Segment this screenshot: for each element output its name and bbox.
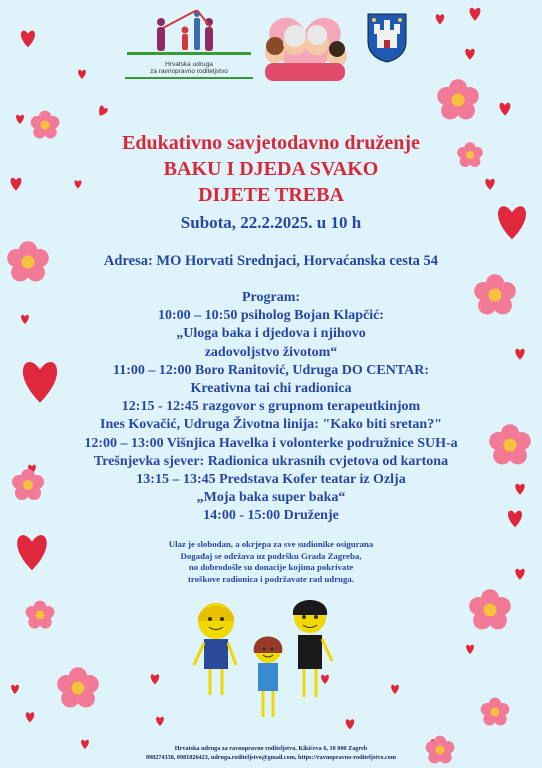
- footer: [0, 745, 542, 762]
- title: [0, 130, 542, 208]
- footer-line1: Hrvatska udruga za ravnopravno roditeljstvo, Kikićeva 6, 10 000 Zagreb: [174, 745, 368, 752]
- program: [0, 289, 542, 526]
- event-address: Adresa: MO Horvati Srednjaci, Horvaćanska cesta 54: [103, 253, 439, 269]
- program-line: 11:00 – 12:00 Boro Ranitović, Udruga DO CENTAR:: [112, 362, 430, 378]
- program-line: 10:00 – 10:50 psiholog Bojan Klapčić:: [158, 308, 384, 324]
- program-line: Ines Kovačić, Udruga Životna linija: "Kako biti sretan?": [100, 417, 442, 433]
- program-heading: Program:: [241, 290, 301, 305]
- title-line2: BAKU I DJEDA SVAKO: [163, 158, 379, 180]
- info-line: Događaj se održava uz podršku Grada Zagreba,: [180, 550, 362, 561]
- title-line3: DIJETE TREBA: [198, 184, 344, 206]
- program-line: 14:00 - 15:00 Druženje: [203, 508, 339, 524]
- footer-line2: 098274338, 0981826423, udruga.roditeljstvo@gmail.com, https://ravnopravno-roditeljstvo.com: [145, 753, 397, 761]
- info-block: [0, 539, 542, 585]
- grandparents-illustration: [255, 8, 355, 83]
- title-line1: Edukativno savjetodavno druženje: [122, 132, 420, 154]
- children-drawing: [190, 595, 340, 725]
- org-name-line1: Hrvatska udruga: [165, 61, 213, 68]
- program-line: Trešnjevka sjever: Radionica ukrasnih cvjetova od kartona: [93, 453, 449, 469]
- program-line: 12:00 – 13:00 Višnjica Havelka i volonterke podružnice SUH-a: [84, 435, 458, 451]
- zagreb-coat-of-arms-icon: [366, 12, 408, 64]
- org-logo: [123, 10, 255, 80]
- program-line: 12:15 - 12:45 razgovor s grupnom terapeutkinjom: [121, 399, 421, 415]
- program-line: „Uloga baka i djedova i njihovo: [176, 326, 366, 342]
- info-line: Ulaz je slobodan, a okrjepa za sve sudionike osigurana: [168, 539, 374, 549]
- logo-underline: [125, 77, 253, 79]
- program-line: „Moja baka super baka“: [196, 490, 346, 506]
- info-line: no dobrodošle su donacije kojima pokrivate: [188, 562, 354, 572]
- org-name-line2: za ravnopravno roditeljstvo: [150, 68, 228, 75]
- info-line: troškove radionica i podržavate rad udruga.: [187, 573, 354, 584]
- program-line: Kreativna tai chi radionica: [190, 381, 352, 397]
- program-line: zadovoljstvo životom“: [204, 344, 338, 360]
- event-date: Subota, 22.2.2025. u 10 h: [180, 213, 362, 232]
- family-logo-icon: [123, 10, 255, 56]
- program-line: 13:15 – 13:45 Predstava Kofer teatar iz Ozlja: [136, 472, 406, 488]
